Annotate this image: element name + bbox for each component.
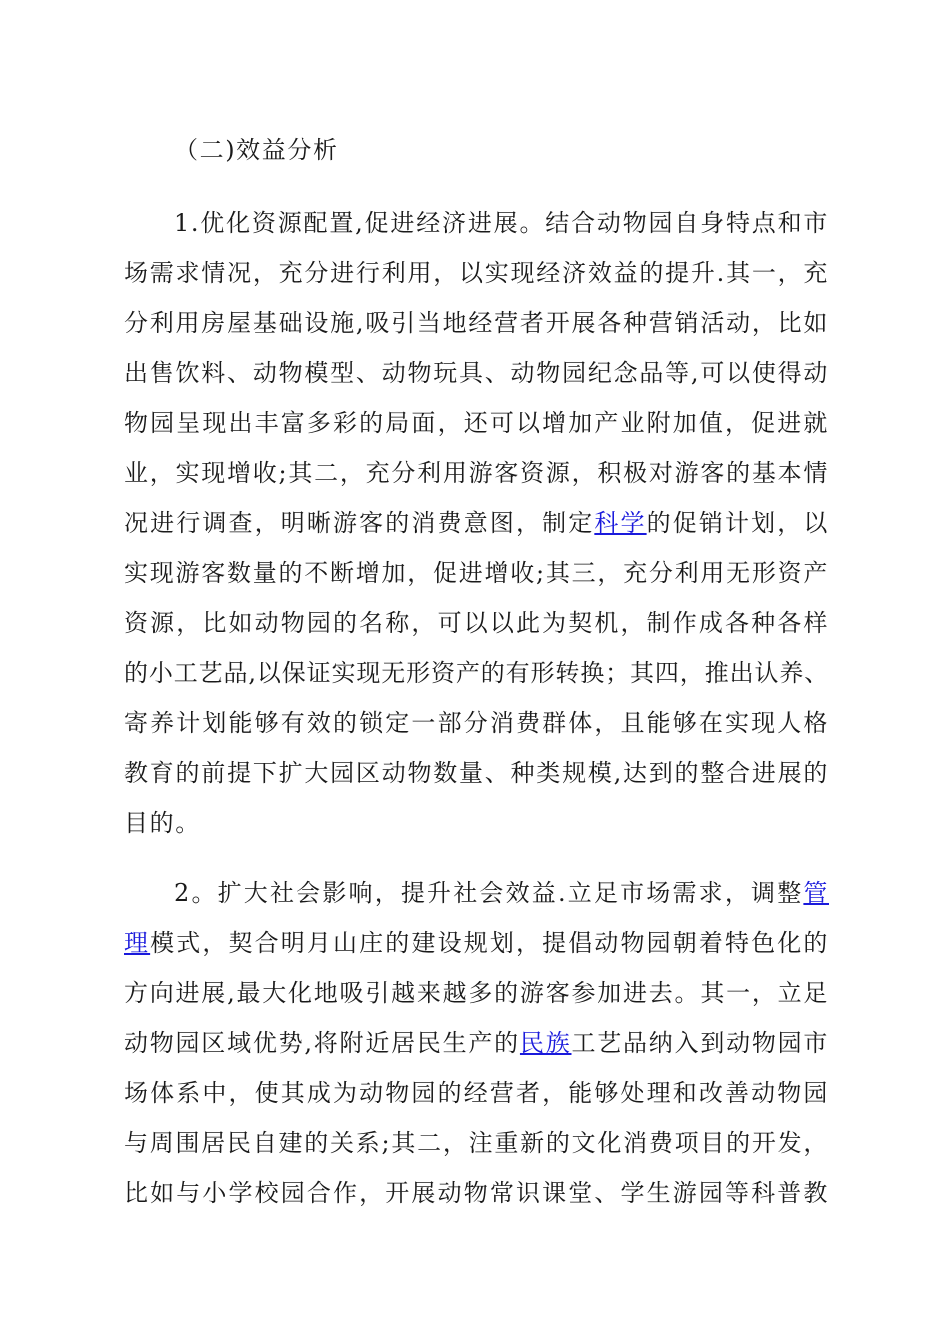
paragraph-2-line-4-text-after: 工艺品纳入到动物园市 [571,1029,830,1057]
link-ethnic[interactable]: 民族 [519,1029,572,1057]
paragraph-2-line-5: 场体系中，使其成为动物园的经营者，能够处理和改善动物园 [124,1079,829,1107]
paragraph-1-line-8: 实现游客数量的不断增加，促进增收;其三，充分利用无形资产 [124,559,829,587]
link-management-part-2[interactable]: 理 [124,929,151,957]
paragraph-1-line-13: 目的。 [124,809,201,837]
paragraph-1-line-11: 寄养计划能够有效的锁定一部分消费群体，且能够在实现人格 [124,709,829,737]
link-management-part-1[interactable]: 管 [803,879,829,907]
paragraph-1-line-9: 资源，比如动物园的名称，可以以此为契机，制作成各种各样 [124,609,829,637]
paragraph-1-line-2: 场需求情况，充分进行利用，以实现经济效益的提升.其一，充 [124,259,829,287]
paragraph-1-line-3: 分利用房屋基础设施,吸引当地经营者开展各种营销活动，比如 [124,309,829,337]
paragraph-2-line-3: 方向进展,最大化地吸引越来越多的游客参加进去。其一，立足 [124,979,829,1007]
paragraph-2-line-2 [124,928,829,958]
section-heading: （二)效益分析 [174,136,339,164]
paragraph-2-line-2-text: 模式，契合明月山庄的建设规划，提倡动物园朝着特色化的 [150,929,829,957]
paragraph-1-line-4: 出售饮料、动物模型、动物玩具、动物园纪念品等,可以使得动 [124,359,829,387]
link-science[interactable]: 科学 [594,509,647,537]
paragraph-1-line-5: 物园呈现出丰富多彩的局面，还可以增加产业附加值，促进就 [124,409,829,437]
paragraph-1-line-7 [124,508,829,538]
paragraph-2-line-7: 比如与小学校园合作，开展动物常识课堂、学生游园等科普教 [124,1179,829,1207]
paragraph-1-line-10: 的小工艺品,以保证实现无形资产的有形转换；其四，推出认养、 [124,659,829,687]
paragraph-2-line-6: 与周围居民自建的关系;其二，注重新的文化消费项目的开发， [124,1129,829,1157]
paragraph-2-line-4 [124,1028,829,1058]
paragraph-1-line-7-text-before: 况进行调查，明晰游客的消费意图，制定 [124,509,595,537]
paragraph-1-line-7-text-after: 的促销计划，以 [646,509,829,537]
paragraph-2-line-1-text: 2。扩大社会影响，提升社会效益.立足市场需求，调整 [174,879,804,907]
paragraph-1-line-1: 1.优化资源配置,促进经济进展。结合动物园自身特点和市 [174,209,829,237]
paragraph-1-line-12: 教育的前提下扩大园区动物数量、种类规模,达到的整合进展的 [124,759,829,787]
paragraph-2-line-1 [174,878,829,908]
paragraph-1-line-6: 业，实现增收;其二，充分利用游客资源，积极对游客的基本情 [124,459,829,487]
paragraph-2-line-4-text-before: 动物园区域优势,将附近居民生产的 [124,1029,520,1057]
